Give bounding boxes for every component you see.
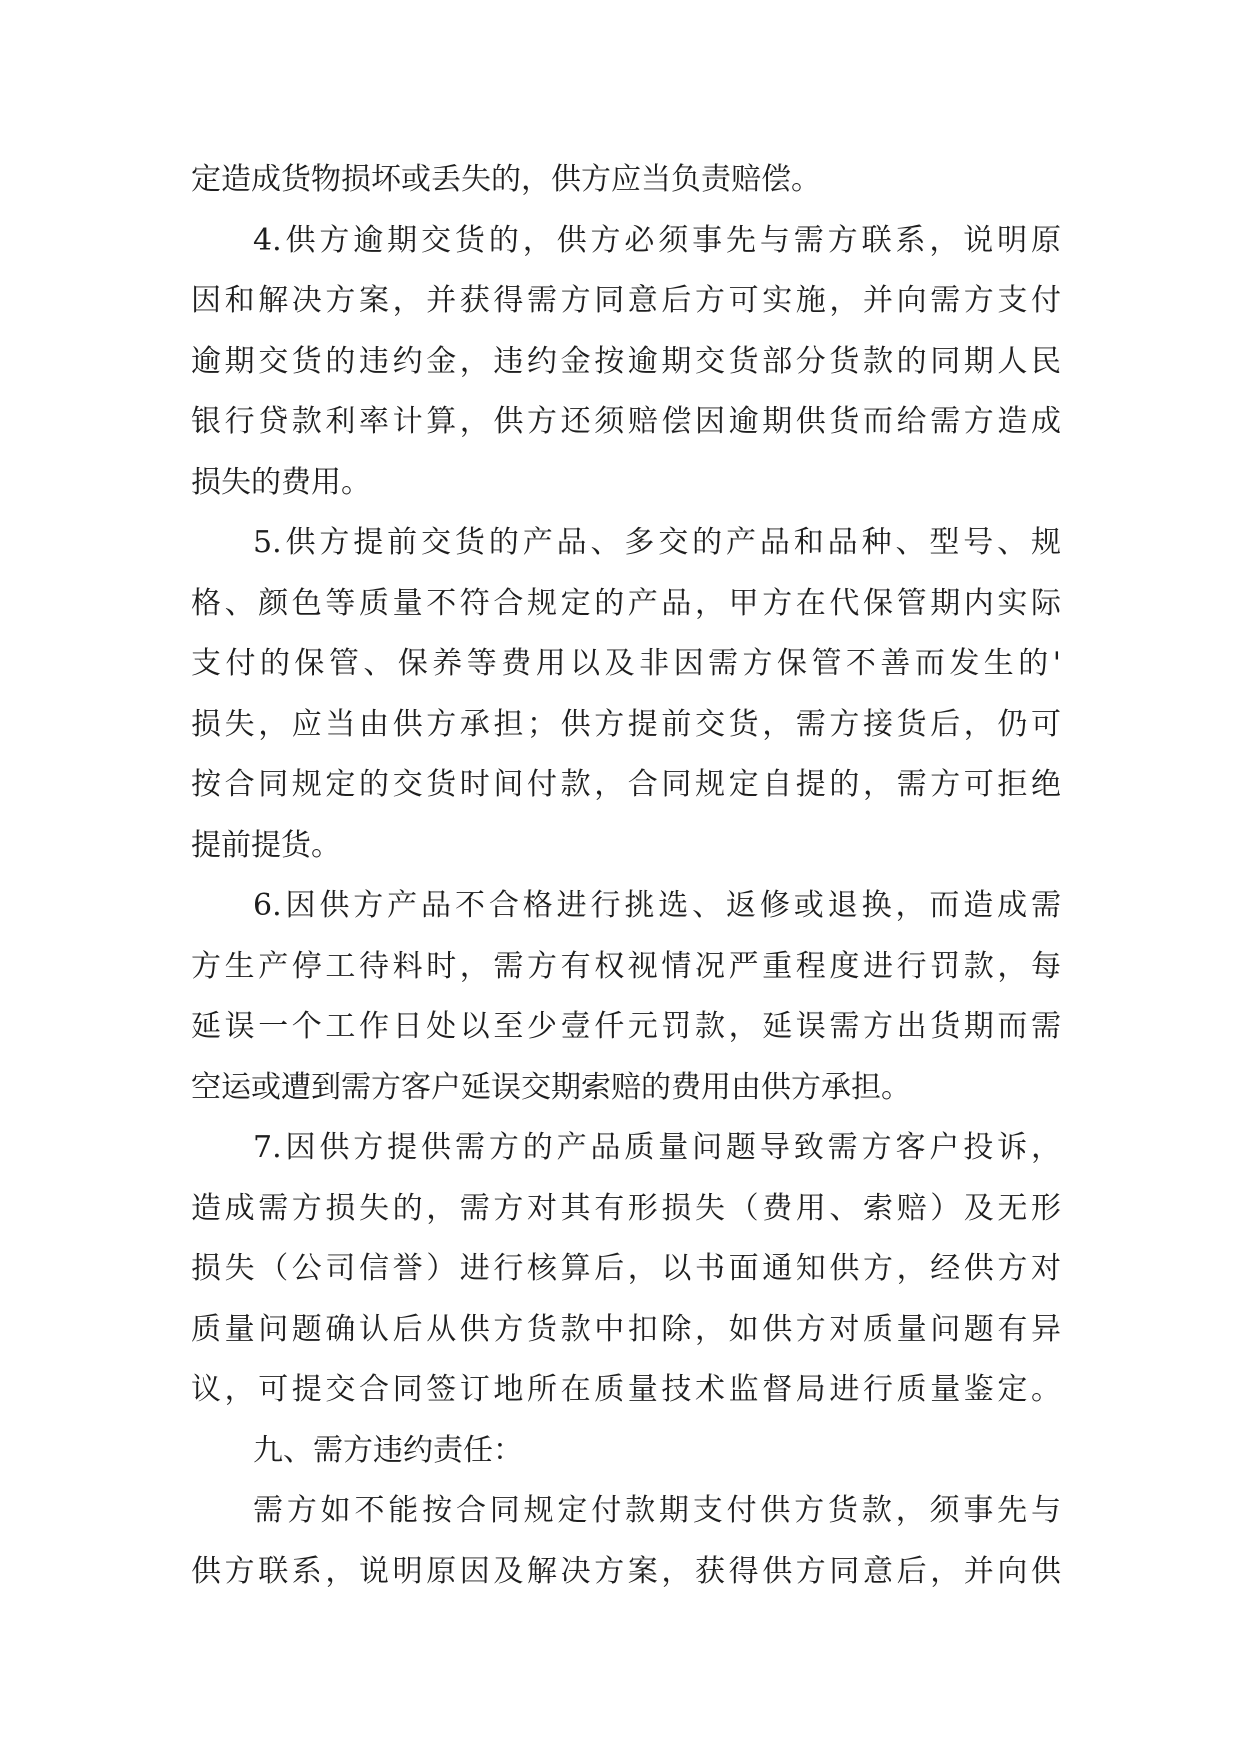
text-line: 供方联系，说明原因及解决方案，获得供方同意后，并向供	[191, 1553, 1061, 1589]
text-line: 损失（公司信誉）进行核算后，以书面通知供方，经供方对	[191, 1251, 1061, 1286]
text-line: 延误一个工作日处以至少壹仟元罚款，延误需方出货期而需	[191, 1009, 1061, 1044]
text-line: 格、颜色等质量不符合规定的产品，甲方在代保管期内实际	[191, 585, 1061, 621]
text-line: 因和解决方案，并获得需方同意后方可实施，并向需方支付	[191, 283, 1061, 318]
text-line: 损失的费用。	[191, 464, 371, 500]
text-line: 质量问题确认后从供方货款中扣除，如供方对质量问题有异	[191, 1311, 1061, 1347]
text-line: 6.因供方产品不合格进行挑选、返修或退换，而造成需	[253, 888, 1061, 923]
text-line: 定造成货物损坏或丢失的，供方应当负责赔偿。	[191, 162, 821, 197]
text-line: 九、需方违约责任：	[253, 1432, 523, 1468]
text-line: 议，可提交合同签订地所在质量技术监督局进行质量鉴定。	[191, 1372, 1061, 1407]
document-page	[191, 150, 1061, 1602]
text-line: 按合同规定的交货时间付款，合同规定自提的，需方可拒绝	[191, 767, 1061, 802]
text-line: 5.供方提前交货的产品、多交的产品和品种、型号、规	[253, 525, 1061, 560]
text-line: 空运或遭到需方客户延误交期索赔的费用由供方承担。	[191, 1069, 911, 1105]
text-line: 7.因供方提供需方的产品质量问题导致需方客户投诉，	[253, 1130, 1061, 1165]
text-line: 支付的保管、保养等费用以及非因需方保管不善而发生的'	[191, 646, 1061, 681]
text-line: 逾期交货的违约金，违约金按逾期交货部分货款的同期人民	[191, 343, 1061, 379]
text-line: 银行贷款利率计算，供方还须赔偿因逾期供货而给需方造成	[191, 404, 1061, 439]
text-line: 需方如不能按合同规定付款期支付供方货款，须事先与	[253, 1493, 1061, 1528]
text-line: 方生产停工待料时，需方有权视情况严重程度进行罚款，每	[191, 948, 1061, 984]
text-line: 4.供方逾期交货的，供方必须事先与需方联系，说明原	[253, 222, 1061, 258]
text-line: 损失，应当由供方承担；供方提前交货，需方接货后，仍可	[191, 706, 1061, 742]
text-line: 提前提货。	[191, 827, 341, 863]
text-line: 造成需方损失的，需方对其有形损失（费用、索赔）及无形	[191, 1190, 1061, 1226]
